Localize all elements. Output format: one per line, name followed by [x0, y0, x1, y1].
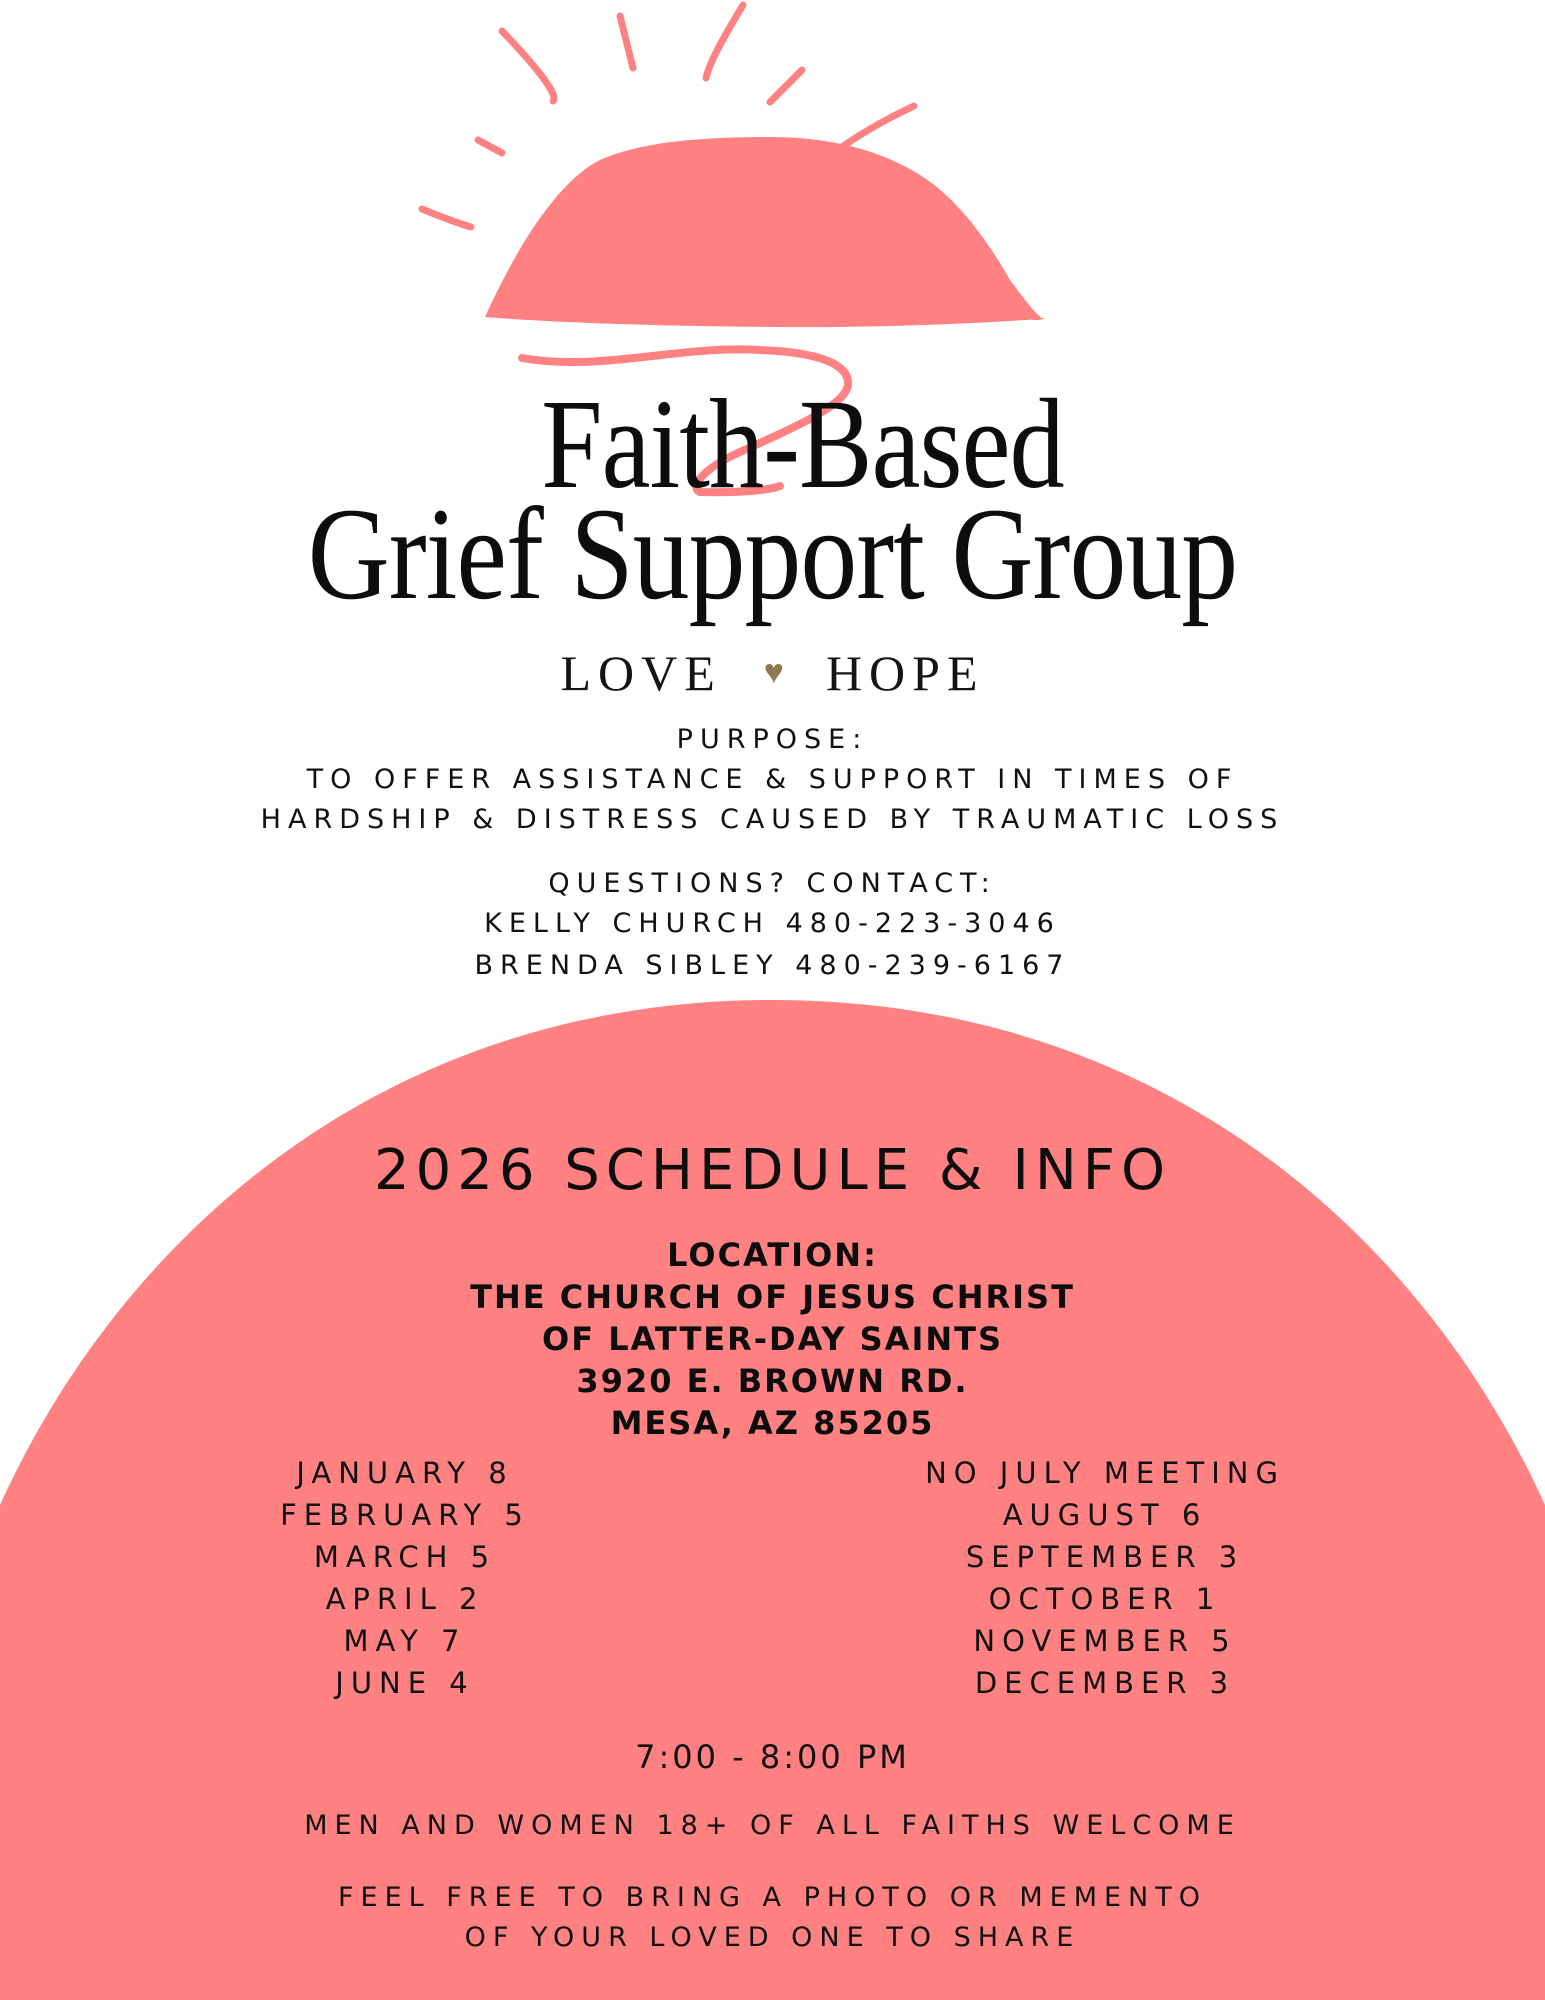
contact-label: QUESTIONS? CONTACT: [548, 868, 997, 899]
tagline-hope: HOPE [825, 645, 985, 701]
title-line-2: Grief Support Group [307, 480, 1238, 627]
date-item: NOVEMBER 5 [973, 1624, 1237, 1658]
date-item: NO JULY MEETING [925, 1456, 1285, 1490]
date-item: FEBRUARY 5 [280, 1498, 530, 1532]
memento-note-line-2: OF YOUR LOVED ONE TO SHARE [464, 1922, 1081, 1953]
date-item: OCTOBER 1 [988, 1582, 1222, 1616]
location-line-2: OF LATTER-DAY SAINTS [542, 1320, 1003, 1358]
date-item: SEPTEMBER 3 [965, 1540, 1245, 1574]
purpose-text-line-1: TO OFFER ASSISTANCE & SUPPORT IN TIMES OF [306, 764, 1239, 795]
date-item: MAY 7 [343, 1624, 467, 1658]
title-line-1: Faith-Based [541, 373, 1064, 515]
schedule-dates-right [865, 1452, 1345, 1704]
contact-kelly-church: KELLY CHURCH 480-223-3046 [484, 908, 1061, 939]
location-line-4: MESA, AZ 85205 [610, 1404, 935, 1442]
memento-note-line-1: FEEL FREE TO BRING A PHOTO OR MEMENTO [337, 1882, 1207, 1913]
schedule-title: 2026 SCHEDULE & INFO [373, 1138, 1172, 1203]
schedule-dates-left [205, 1452, 605, 1704]
tagline [0, 644, 1545, 702]
date-item: DECEMBER 3 [974, 1666, 1236, 1700]
location-line-1: THE CHURCH OF JESUS CHRIST [470, 1278, 1075, 1316]
welcome-note: MEN AND WOMEN 18+ OF ALL FAITHS WELCOME [304, 1810, 1241, 1841]
date-item: AUGUST 6 [1002, 1498, 1208, 1532]
location-line-3: 3920 E. BROWN RD. [576, 1362, 969, 1400]
date-item: JANUARY 8 [296, 1456, 514, 1490]
tagline-love: LOVE [560, 645, 722, 701]
meeting-time: 7:00 - 8:00 PM [635, 1738, 910, 1776]
date-item: MARCH 5 [313, 1540, 497, 1574]
location-block [0, 1234, 1545, 1444]
heart-icon: ♥ [763, 654, 784, 691]
purpose-text-line-2: HARDSHIP & DISTRESS CAUSED BY TRAUMATIC LOSS [260, 804, 1285, 835]
location-label: LOCATION: [667, 1236, 878, 1274]
date-item: JUNE 4 [335, 1666, 475, 1700]
purpose-label: PURPOSE: [676, 724, 869, 755]
contact-brenda-sibley: BRENDA SIBLEY 480-239-6167 [474, 950, 1071, 981]
date-item: APRIL 2 [325, 1582, 485, 1616]
